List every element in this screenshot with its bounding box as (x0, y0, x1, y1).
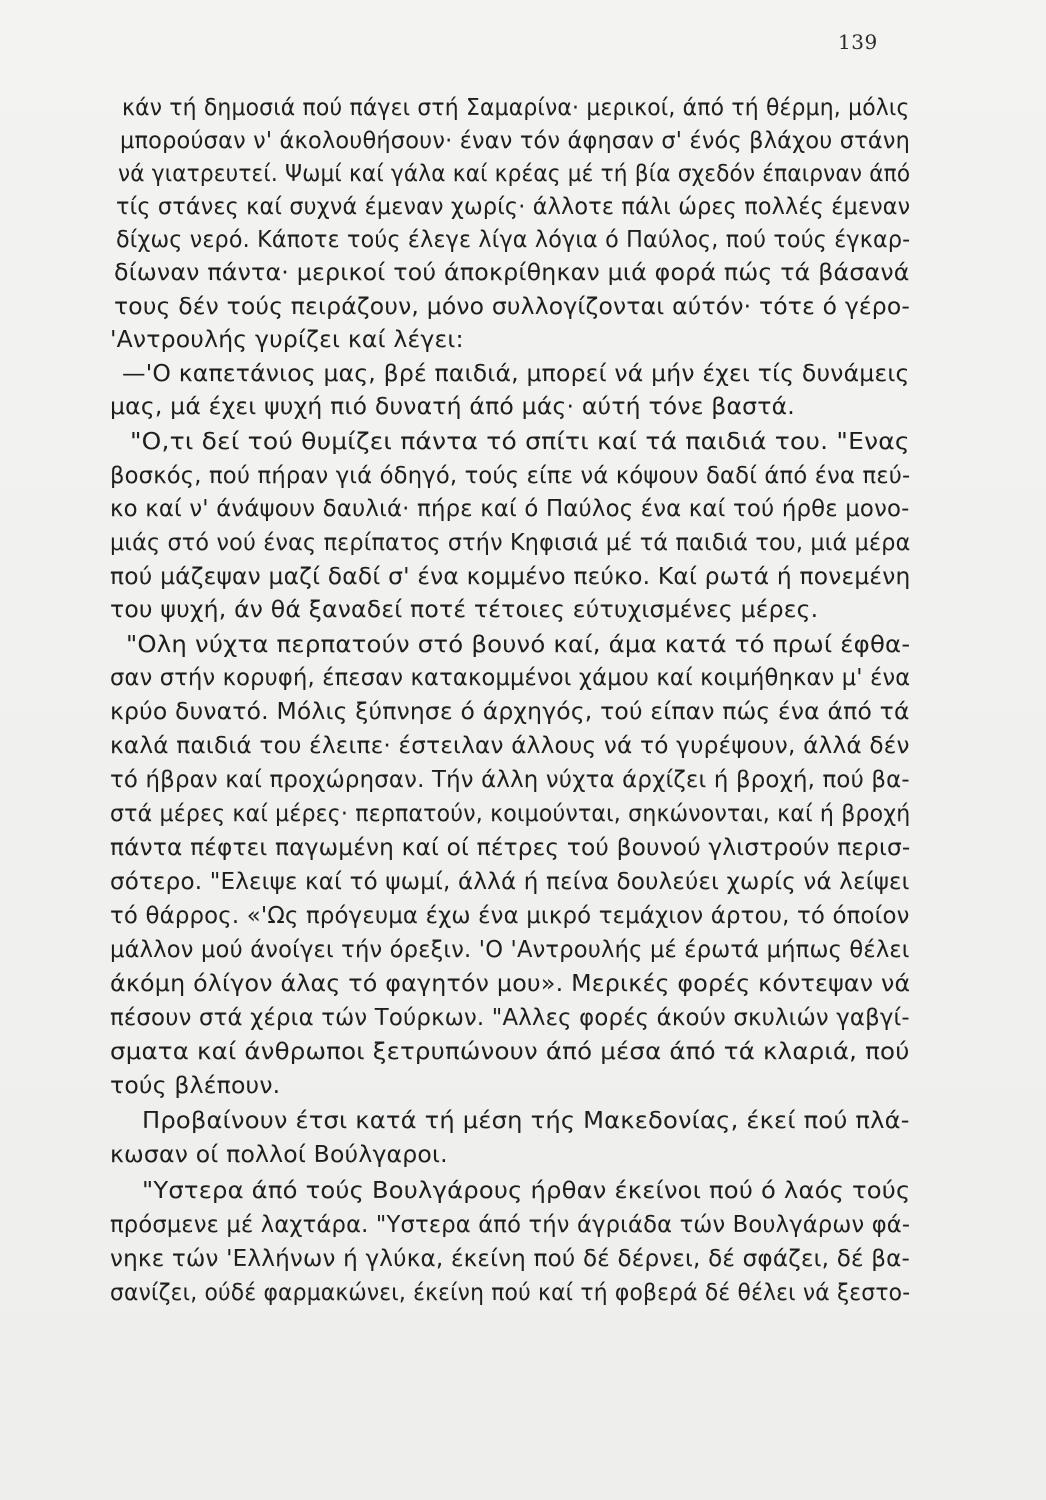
text-line: μιάς στό νού ένας περίπατος στήν Κηφισιά μέ τά παιδιά του, μιά μέρα (110, 528, 911, 556)
text-line: μπορούσαν ν' άκολουθήσουν· έναν τόν άφησαν σ' ένός βλάχου στάνη (120, 126, 911, 154)
text-line: κωσαν οί πολλοί Βούλγαροι. (110, 1140, 448, 1168)
text-line: στά μέρες καί μέρες· περπατούν, κοιμούνται, σηκώνονται, καί ή βροχή (110, 799, 911, 827)
text-line: πού μάζεψαν μαζί δαδί σ' ένα κομμένο πεύκο. Καί ρωτά ή πονεμένη (110, 562, 911, 590)
text-line: του ψυχή, άν θά ξαναδεί ποτέ τέτοιες εύτυχισμένες μέρες. (110, 595, 819, 623)
text-line: σότερο. "Ελειψε καί τό ψωμί, άλλά ή πείνα δουλεύει χωρίς νά λείψει (110, 867, 910, 895)
text-line: κρύο δυνατό. Μόλις ξύπνησε ό άρχηγός, τού είπαν πώς ένα άπό τά (110, 697, 910, 725)
text-line: πάντα πέφτει παγωμένη καί οί πέτρες τού βουνού γλιστρούν περισ- (110, 833, 911, 861)
text-line: νηκε τών 'Ελλήνων ή γλύκα, έκείνη πού δέ δέρνει, δέ σφάζει, δέ βα- (110, 1244, 911, 1272)
text-line: —'Ο καπετάνιος μας, βρέ παιδιά, μπορεί νά μήν έχει τίς δυνάμεις (122, 359, 910, 387)
text-line: σανίζει, ούδέ φαρμακώνει, έκείνη πού καί τή φοβερά δέ θέλει νά ξεστο- (110, 1278, 911, 1306)
text-line: "Υστερα άπό τούς Βουλγάρους ήρθαν έκείνοι πού ό λαός τούς (142, 1176, 911, 1204)
text-line: κάν τή δημοσιά πού πάγει στή Σαμαρίνα· μερικοί, άπό τή θέρμη, μόλις (122, 93, 910, 121)
text-line: τους δέν τούς πειράζουν, μόνο συλλογίζονται αύτόν· τότε ό γέρο- (114, 292, 911, 320)
text-line: "Ολη νύχτα περπατούν στό βουνό καί, άμα κατά τό πρωί έφθα- (126, 630, 911, 658)
text-line: σαν στήν κορυφή, έπεσαν κατακομμένοι χάμου καί κοιμήθηκαν μ' ένα (110, 663, 911, 691)
text-line: τό ήβραν καί προχώρησαν. Τήν άλλη νύχτα άρχίζει ή βροχή, πού βα- (110, 765, 910, 793)
body-text (110, 92, 914, 1392)
text-line: καλά παιδιά του έλειπε· έστειλαν άλλους νά τό γυρέψουν, άλλά δέν (110, 731, 910, 759)
text-line: Προβαίνουν έτσι κατά τή μέση τής Μακεδονίας, έκεί πού πλά- (142, 1106, 910, 1134)
text-line: πέσουν στά χέρια τών Τούρκων. "Αλλες φορές άκούν σκυλιών γαβγί- (110, 1003, 910, 1031)
text-line: βοσκός, πού πήραν γιά όδηγό, τούς είπε νά κόψουν δαδί άπό ένα πεύ- (110, 461, 911, 489)
text-line: δίχως νερό. Κάποτε τούς έλεγε λίγα λόγια ό Παύλος, πού τούς έγκαρ- (116, 225, 911, 253)
text-line: τό θάρρος. «'Ως πρόγευμα έχω ένα μικρό τεμάχιον άρτου, τό όποίον (110, 901, 910, 929)
text-line: κο καί ν' άνάψουν δαυλιά· πήρε καί ό Παύλος ένα καί τού ήρθε μονο- (110, 494, 910, 522)
text-line: σματα καί άνθρωποι ξετρυπώνουν άπό μέσα άπό τά κλαριά, πού (110, 1037, 910, 1065)
text-line: πρόσμενε μέ λαχτάρα. "Υστερα άπό τήν άγριάδα τών Βουλγάρων φά- (110, 1210, 911, 1238)
text-line: "Ο,τι δεί τού θυμίζει πάντα τό σπίτι καί τά παιδιά του. "Ενας (130, 427, 910, 455)
text-line: δίωναν πάντα· μερικοί τού άποκρίθηκαν μιά φορά πώς τά βάσανά (114, 258, 910, 286)
page-number: 139 (838, 30, 878, 54)
text-line: 'Αντρουλής γυρίζει καί λέγει: (110, 325, 464, 353)
text-line: άκόμη όλίγον άλας τό φαγητόν μου». Μερικές φορές κόντεψαν νά (110, 969, 911, 997)
text-line: μάλλον μού άνοίγει τήν όρεξιν. 'Ο 'Αντρουλής μέ έρωτά μήπως θέλει (110, 935, 910, 963)
text-line: τίς στάνες καί συχνά έμεναν χωρίς· άλλοτε πάλι ώρες πολλές έμεναν (116, 192, 911, 220)
text-line: νά γιατρευτεί. Ψωμί καί γάλα καί κρέας μέ τή βία σχεδόν έπαιρναν άπό (118, 159, 911, 187)
text-line: μας, μά έχει ψυχή πιό δυνατή άπό μάς· αύτή τόνε βαστά. (110, 392, 795, 420)
text-line: τούς βλέπουν. (110, 1071, 281, 1099)
